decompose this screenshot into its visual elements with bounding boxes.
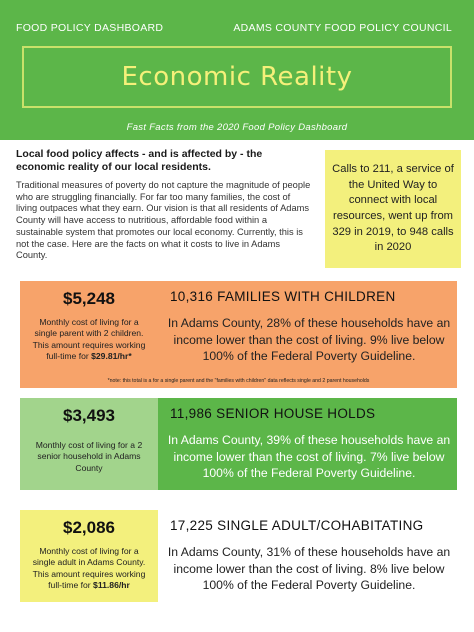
cost-description-text: Monthly cost of living for a single adult in Adams County. This amount requires working full-time for (32, 546, 146, 591)
intro-heading: Local food policy affects - and is affected by - the economic reality of our local residents. (16, 148, 263, 173)
section-body: In Adams County, 39% of these households have an income lower than the cost of living. 7% live below 100% of the Federal Poverty Guideline. (167, 433, 451, 481)
section-single-adults (20, 510, 457, 602)
cost-card-single (20, 510, 158, 602)
section-body: In Adams County, 28% of these households have an income lower than the cost of living. 9% live below 100% of the Federal Poverty Guideline. (167, 316, 451, 364)
hourly-wage: $11.86/hr (93, 580, 130, 591)
section-title: 17,225 SINGLE ADULT/COHABITATING (170, 518, 424, 533)
footnote: *note: this total is a for a single parent and the "families with children" data reflects single and 2 parent households (107, 378, 370, 384)
callout-text: Calls to 211, a service of the United Way to connect with local resources, went up from 329 in 2019, to 948 calls in 2020 (332, 163, 454, 254)
intro-body: Traditional measures of poverty do not capture the magnitude of people who are struggling financially. For far too many families, the cost of living outpaces what they earn. Our vision is that all residents of Adams County will have access to nutritious, affordable food within a sustainable system that promotes our local economy. Currently, this is not the case. Here are the facts on what it costs to live in Adams County. (16, 180, 311, 261)
section-title: 10,316 FAMILIES WITH CHILDREN (170, 289, 396, 304)
section-title: 11,986 SENIOR HOUSE HOLDS (170, 406, 376, 421)
cost-description (20, 317, 158, 363)
page-subtitle: Fast Facts from the 2020 Food Policy Dashboard (126, 122, 348, 133)
page-title: Economic Reality (121, 62, 353, 92)
cost-amount: $2,086 (63, 518, 115, 537)
cost-description: Monthly cost of living for a 2 senior household in Adams County (35, 440, 143, 473)
hourly-wage: $29.81/hr* (91, 351, 132, 362)
council-label: ADAMS COUNTY FOOD POLICY COUNCIL (233, 22, 452, 34)
header-banner (0, 0, 474, 140)
cost-card-seniors (20, 398, 158, 490)
cost-amount: $3,493 (63, 406, 115, 425)
dashboard-label: FOOD POLICY DASHBOARD (16, 22, 164, 34)
section-body: In Adams County, 31% of these households have an income lower than the cost of living. 8% live below 100% of the Federal Poverty Guideline. (167, 545, 451, 593)
callout-211 (325, 150, 461, 268)
title-frame (22, 46, 452, 108)
cost-description (20, 546, 158, 592)
cost-amount: $5,248 (63, 289, 115, 308)
section-seniors (20, 398, 457, 490)
cost-card-families (20, 281, 158, 388)
cost-description-text: Monthly cost of living for a single parent with 2 children. This amount requires working full-time for (32, 317, 146, 362)
section-families (20, 281, 457, 388)
